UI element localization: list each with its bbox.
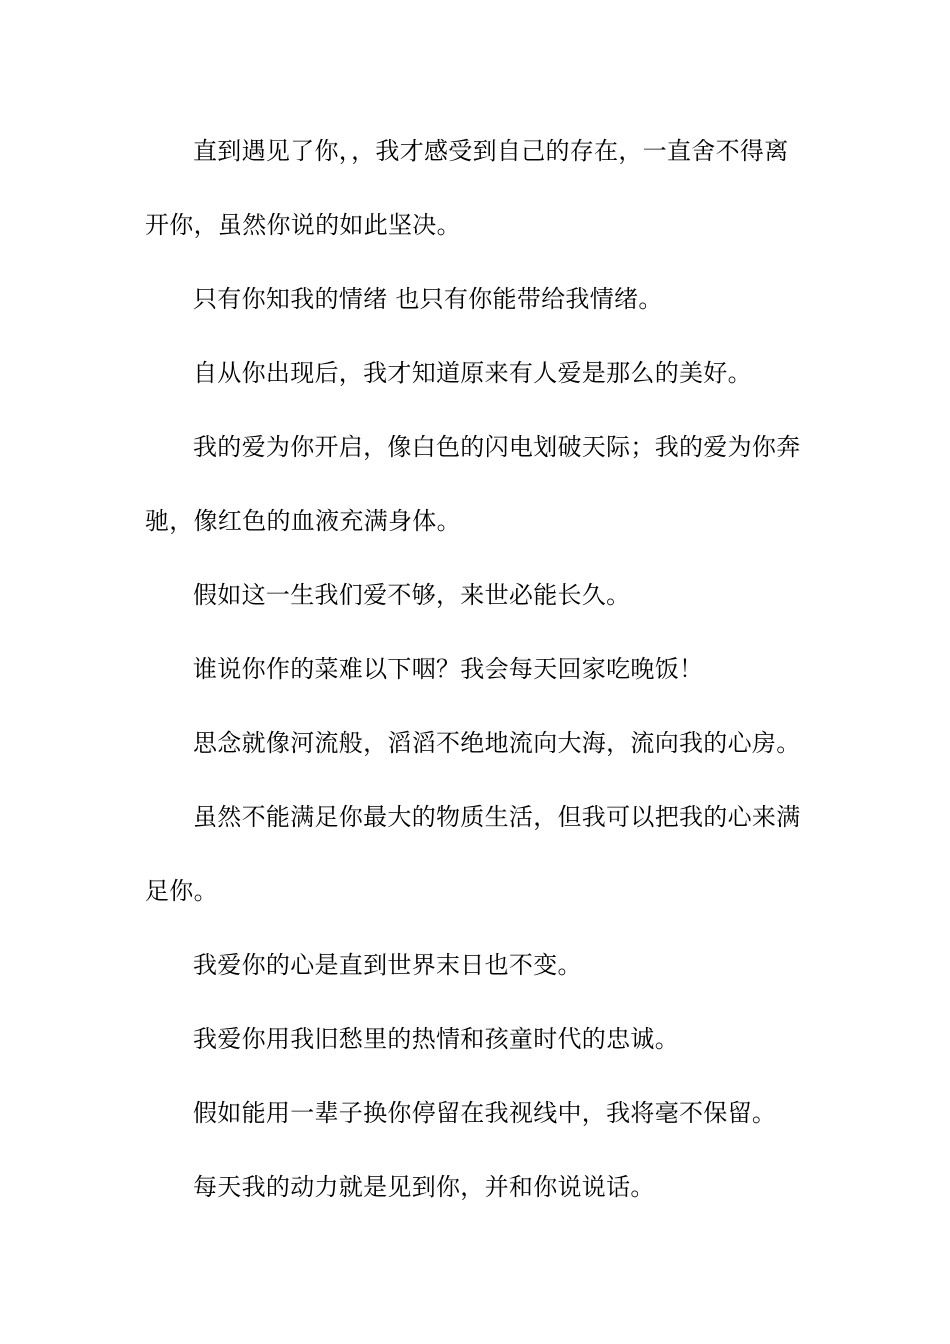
paragraph-4: 我的爱为你开启，像白色的闪电划破天际；我的爱为你奔驰，像红色的血液充满身体。 (145, 433, 801, 535)
paragraph-11: 假如能用一辈子换你停留在我视线中，我将毫不保留。 (193, 1099, 777, 1127)
paragraph-7: 思念就像河流般，滔滔不绝地流向大海，流向我的心房。 (193, 729, 801, 757)
paragraph-1: 直到遇见了你，，我才感受到自己的存在，一直舍不得离开你，虽然你说的如此坚决。 (145, 137, 789, 239)
paragraph-10: 我爱你用我旧愁里的热情和孩童时代的忠诚。 (193, 1025, 679, 1053)
paragraph-2: 只有你知我的情绪 也只有你能带给我情绪。 (193, 285, 663, 313)
document-body (145, 128, 810, 1238)
paragraph-12: 每天我的动力就是见到你，并和你说说话。 (193, 1173, 655, 1201)
paragraph-8: 虽然不能满足你最大的物质生活，但我可以把我的心来满足你。 (145, 803, 801, 905)
paragraph-9: 我爱你的心是直到世界末日也不变。 (193, 951, 582, 979)
paragraph-5: 假如这一生我们爱不够，来世必能长久。 (193, 581, 631, 609)
paragraph-6: 谁说你作的菜难以下咽？我会每天回家吃晚饭！ (193, 655, 704, 683)
paragraph-3: 自从你出现后，我才知道原来有人爱是那么的美好。 (193, 359, 752, 387)
